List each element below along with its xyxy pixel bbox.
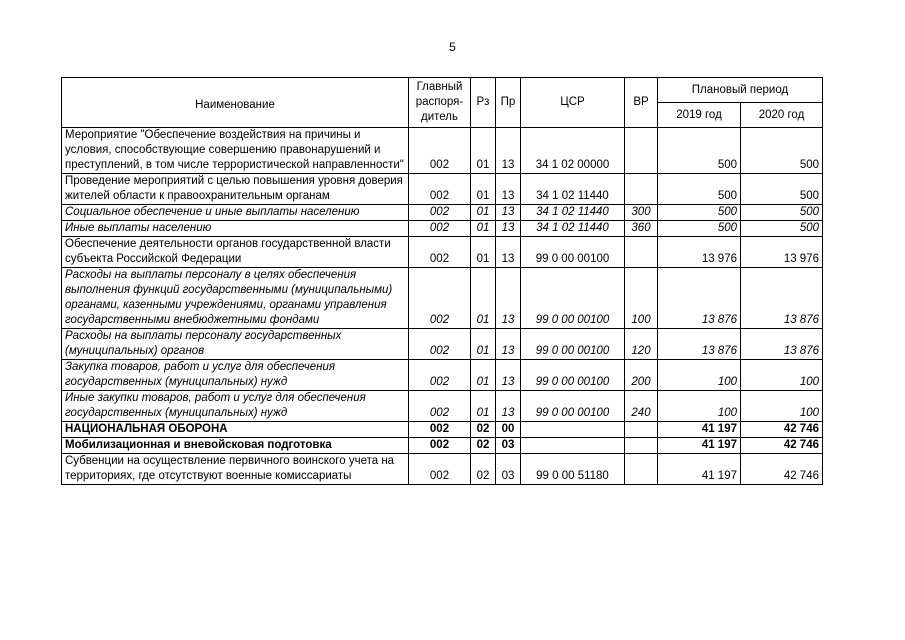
cell-pr: 13 <box>496 268 521 329</box>
cell-vr: 120 <box>625 329 658 360</box>
cell-csr: 99 0 00 00100 <box>521 360 625 391</box>
cell-2019: 500 <box>658 174 741 205</box>
cell-vr: 300 <box>625 205 658 221</box>
cell-rz: 01 <box>471 221 496 237</box>
cell-admin: 002 <box>409 237 471 268</box>
cell-2019: 500 <box>658 221 741 237</box>
cell-pr: 13 <box>496 128 521 174</box>
cell-vr <box>625 128 658 174</box>
cell-2019: 41 197 <box>658 454 741 485</box>
cell-2019: 500 <box>658 128 741 174</box>
cell-admin: 002 <box>409 391 471 422</box>
cell-vr <box>625 438 658 454</box>
cell-2019: 100 <box>658 391 741 422</box>
table-row <box>62 128 823 174</box>
cell-pr: 13 <box>496 221 521 237</box>
cell-2020: 100 <box>741 360 823 391</box>
cell-admin: 002 <box>409 268 471 329</box>
cell-rz: 01 <box>471 391 496 422</box>
cell-rz: 01 <box>471 128 496 174</box>
cell-admin: 002 <box>409 205 471 221</box>
table-row <box>62 205 823 221</box>
cell-name: Социальное обеспечение и иные выплаты населению <box>62 205 409 221</box>
cell-csr: 34 1 02 11440 <box>521 221 625 237</box>
cell-2020: 100 <box>741 391 823 422</box>
table-row <box>62 454 823 485</box>
cell-rz: 01 <box>471 268 496 329</box>
header-rz: Рз <box>471 78 496 128</box>
budget-table <box>61 77 823 485</box>
cell-pr: 13 <box>496 205 521 221</box>
cell-2019: 100 <box>658 360 741 391</box>
header-planned-period: Плановый период <box>658 78 823 103</box>
cell-2020: 500 <box>741 174 823 205</box>
cell-2019: 13 876 <box>658 329 741 360</box>
cell-rz: 01 <box>471 360 496 391</box>
cell-2020: 13 876 <box>741 268 823 329</box>
cell-csr <box>521 438 625 454</box>
cell-vr <box>625 422 658 438</box>
cell-admin: 002 <box>409 438 471 454</box>
table-row <box>62 438 823 454</box>
cell-pr: 13 <box>496 329 521 360</box>
table-row <box>62 360 823 391</box>
cell-vr: 200 <box>625 360 658 391</box>
cell-name: Мероприятие "Обеспечение воздействия на причины и условия, способствующие совершению правонарушений и преступлений, в том числе террористической направленности" <box>62 128 409 174</box>
header-vr: ВР <box>625 78 658 128</box>
cell-2020: 42 746 <box>741 422 823 438</box>
cell-csr: 34 1 02 11440 <box>521 174 625 205</box>
table-row <box>62 268 823 329</box>
cell-admin: 002 <box>409 454 471 485</box>
cell-csr: 34 1 02 11440 <box>521 205 625 221</box>
cell-csr: 99 0 00 00100 <box>521 237 625 268</box>
header-admin: Главный распоря-дитель <box>409 78 471 128</box>
header-pr: Пр <box>496 78 521 128</box>
cell-rz: 01 <box>471 205 496 221</box>
table-row <box>62 391 823 422</box>
table-row <box>62 329 823 360</box>
cell-pr: 13 <box>496 391 521 422</box>
header-csr: ЦСР <box>521 78 625 128</box>
cell-name: Мобилизационная и вневойсковая подготовка <box>62 438 409 454</box>
cell-csr <box>521 422 625 438</box>
cell-name: Расходы на выплаты персоналу государственных (муниципальных) органов <box>62 329 409 360</box>
cell-rz: 01 <box>471 329 496 360</box>
cell-admin: 002 <box>409 360 471 391</box>
cell-name: Закупка товаров, работ и услуг для обеспечения государственных (муниципальных) нужд <box>62 360 409 391</box>
cell-csr: 99 0 00 51180 <box>521 454 625 485</box>
cell-rz: 02 <box>471 422 496 438</box>
cell-name: Проведение мероприятий с целью повышения уровня доверия жителей области к правоохранительным органам <box>62 174 409 205</box>
cell-2020: 42 746 <box>741 438 823 454</box>
header-year-2019: 2019 год <box>658 103 741 128</box>
cell-vr <box>625 237 658 268</box>
table-row <box>62 237 823 268</box>
cell-name: Иные закупки товаров, работ и услуг для обеспечения государственных (муниципальных) нужд <box>62 391 409 422</box>
cell-admin: 002 <box>409 128 471 174</box>
cell-pr: 03 <box>496 454 521 485</box>
cell-pr: 13 <box>496 174 521 205</box>
cell-rz: 01 <box>471 174 496 205</box>
cell-2019: 13 876 <box>658 268 741 329</box>
table-row <box>62 422 823 438</box>
table-row <box>62 174 823 205</box>
cell-2020: 500 <box>741 205 823 221</box>
cell-2020: 500 <box>741 221 823 237</box>
cell-admin: 002 <box>409 329 471 360</box>
cell-admin: 002 <box>409 422 471 438</box>
cell-2019: 500 <box>658 205 741 221</box>
header-year-2020: 2020 год <box>741 103 823 128</box>
cell-name: Расходы на выплаты персоналу в целях обеспечения выполнения функций государственными (муниципальными) органами, казенными учреждениями, органами управления государственными внебюджетными фондами <box>62 268 409 329</box>
cell-2020: 500 <box>741 128 823 174</box>
cell-2020: 13 876 <box>741 329 823 360</box>
cell-2019: 41 197 <box>658 438 741 454</box>
table-row <box>62 221 823 237</box>
cell-2019: 13 976 <box>658 237 741 268</box>
cell-csr: 99 0 00 00100 <box>521 329 625 360</box>
cell-csr: 99 0 00 00100 <box>521 268 625 329</box>
cell-name: НАЦИОНАЛЬНАЯ ОБОРОНА <box>62 422 409 438</box>
cell-2020: 13 976 <box>741 237 823 268</box>
cell-pr: 03 <box>496 438 521 454</box>
cell-csr: 34 1 02 00000 <box>521 128 625 174</box>
cell-rz: 02 <box>471 438 496 454</box>
cell-vr <box>625 454 658 485</box>
cell-vr: 360 <box>625 221 658 237</box>
cell-vr: 240 <box>625 391 658 422</box>
cell-name: Обеспечение деятельности органов государственной власти субъекта Российской Федерации <box>62 237 409 268</box>
cell-pr: 13 <box>496 360 521 391</box>
cell-name: Субвенции на осуществление первичного воинского учета на территориях, где отсутствуют военные комиссариаты <box>62 454 409 485</box>
cell-name: Иные выплаты населению <box>62 221 409 237</box>
cell-vr <box>625 174 658 205</box>
cell-pr: 13 <box>496 237 521 268</box>
page-number: 5 <box>449 40 456 54</box>
cell-csr: 99 0 00 00100 <box>521 391 625 422</box>
cell-rz: 02 <box>471 454 496 485</box>
cell-vr: 100 <box>625 268 658 329</box>
cell-admin: 002 <box>409 174 471 205</box>
cell-2019: 41 197 <box>658 422 741 438</box>
cell-pr: 00 <box>496 422 521 438</box>
header-name: Наименование <box>62 78 409 128</box>
cell-admin: 002 <box>409 221 471 237</box>
cell-rz: 01 <box>471 237 496 268</box>
cell-2020: 42 746 <box>741 454 823 485</box>
